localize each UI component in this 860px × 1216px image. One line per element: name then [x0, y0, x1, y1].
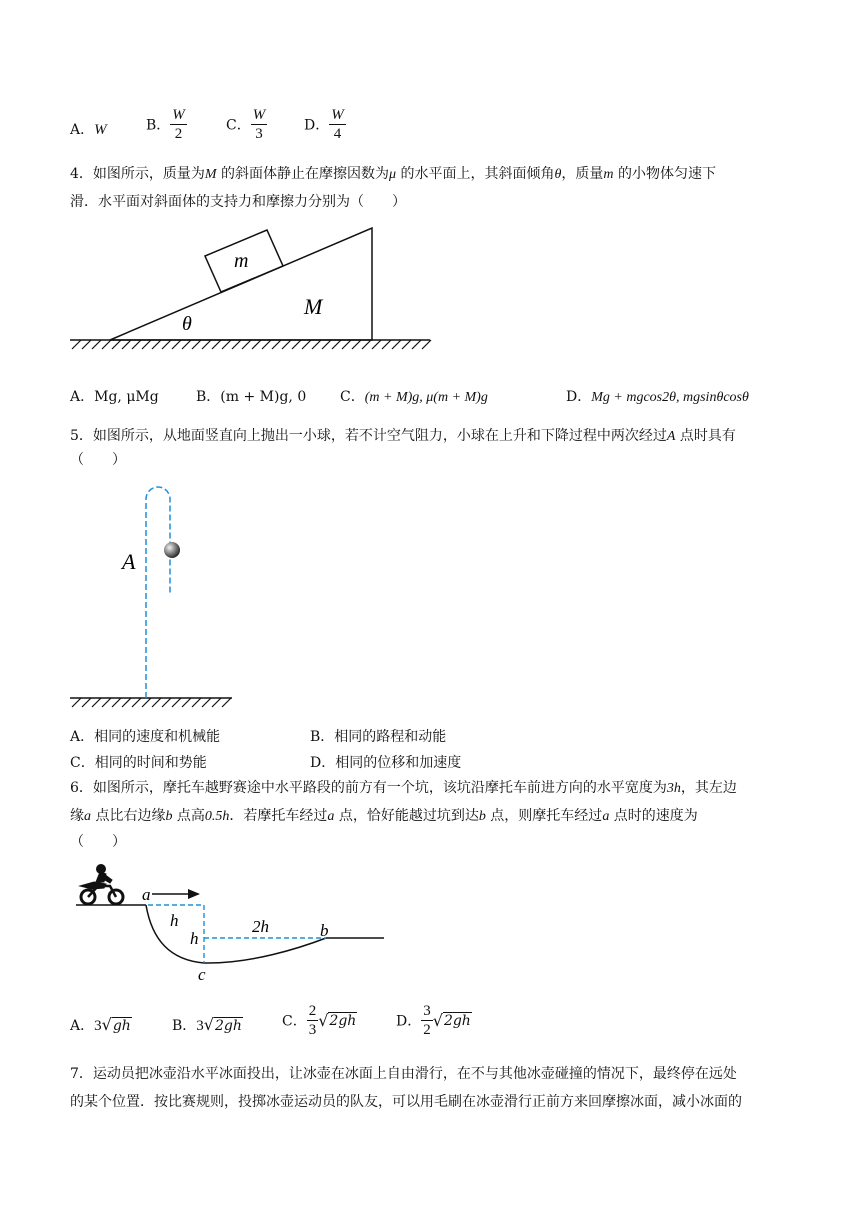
option-label: C． [226, 117, 251, 134]
q4-option-d [566, 386, 749, 406]
q3-option-d [304, 106, 346, 143]
ball [164, 542, 180, 558]
text: 的斜面体静止在摩擦因数为 [216, 166, 390, 182]
text: 缘 [70, 808, 84, 824]
text: 点高 [172, 808, 205, 824]
hatch-mark [82, 698, 91, 707]
hatch-mark [222, 698, 231, 707]
option-label: A． [70, 122, 95, 138]
option-value: 相同的路程和动能 [334, 729, 447, 745]
option-label: D． [304, 117, 330, 134]
point-c-label: c [198, 965, 206, 984]
q3-option-c [226, 106, 267, 143]
height-label-1: h [170, 911, 179, 930]
q5-stem-line1 [70, 426, 736, 447]
hatch-mark [302, 340, 311, 349]
hatch-mark [322, 340, 331, 349]
radicand: 2gh [329, 1012, 357, 1029]
ground-hatching [70, 340, 431, 349]
hatch-mark [272, 340, 281, 349]
angle-label: θ [182, 313, 192, 335]
denominator: 2 [174, 126, 183, 142]
text: ，其左边 [680, 780, 737, 796]
var: μ [389, 167, 397, 182]
hatch-mark [132, 698, 141, 707]
point-a-label: a [142, 885, 151, 904]
hatch-mark [162, 340, 171, 349]
text: ，质量 [561, 166, 604, 182]
hatch-mark [122, 340, 131, 349]
hatch-mark [352, 340, 361, 349]
motorcycle-icon [80, 865, 123, 905]
numerator: W [172, 107, 185, 123]
hatch-mark [182, 340, 191, 349]
q4-option-b [196, 386, 306, 406]
wedge-label: M [304, 294, 323, 319]
var: b [478, 809, 486, 824]
option-value: Mg + mgcos2θ, mgsinθcosθ [591, 390, 749, 405]
fraction [329, 106, 346, 143]
fraction [251, 106, 268, 143]
arrow-head-icon [188, 889, 200, 899]
q6-stem-line1 [70, 778, 737, 799]
hatch-mark [342, 340, 351, 349]
hatch-mark [282, 340, 291, 349]
option-label: C． [282, 1013, 307, 1030]
option-value: W [94, 122, 107, 138]
hatch-mark [132, 340, 141, 349]
q7-stem-line1: 7．运动员把冰壶沿水平冰面投出，让冰壶在冰面上自由滑行，在不与其他冰壶碰撞的情况下，最终停在远处 [70, 1066, 737, 1082]
hatch-mark [382, 340, 391, 349]
hatch-mark [72, 340, 81, 349]
numerator: W [252, 107, 266, 123]
q3-option-a [70, 119, 107, 139]
option-label: B． [196, 389, 221, 405]
q5-option-b [310, 726, 446, 746]
var: 0.5h [204, 809, 230, 824]
hatch-mark [262, 340, 271, 349]
q5-option-a [70, 726, 220, 746]
denominator: 3 [308, 1022, 317, 1038]
q4-figure-incline [60, 220, 440, 365]
denominator: 2 [423, 1022, 431, 1038]
numerator: W [331, 107, 344, 123]
hatch-mark [212, 698, 221, 707]
radicand: 2gh [215, 1018, 242, 1034]
q6-figure-pit [70, 860, 390, 985]
denominator: 3 [255, 126, 263, 142]
hatch-mark [142, 698, 151, 707]
q6-stem-line3: （ ） [70, 834, 126, 850]
hatch-mark [292, 340, 301, 349]
hatch-mark [252, 340, 261, 349]
q5-option-c [70, 752, 207, 772]
option-label: A． [70, 1018, 95, 1034]
radicand: 2gh [443, 1012, 471, 1029]
hatch-mark [212, 340, 221, 349]
hatch-mark [112, 698, 121, 707]
text: ．若摩托车经过 [229, 808, 328, 824]
var: a [602, 809, 610, 824]
hatch-mark [362, 340, 371, 349]
q5-figure-vertical-throw [60, 475, 260, 720]
option-label: B． [146, 117, 171, 134]
width-label: 2h [252, 917, 269, 936]
var: A [666, 429, 676, 444]
hatch-mark [92, 340, 101, 349]
option-label: C． [70, 755, 95, 771]
fraction [170, 106, 187, 143]
option-label: A． [70, 729, 95, 745]
q4-stem-line1 [70, 164, 716, 185]
hatch-mark [172, 340, 181, 349]
hatch-mark [222, 340, 231, 349]
var: m [603, 167, 614, 182]
hatch-mark [192, 698, 201, 707]
hatch-mark [402, 340, 411, 349]
hatch-mark [72, 698, 81, 707]
hatch-mark [162, 698, 171, 707]
hatch-mark [202, 340, 211, 349]
hatch-mark [82, 340, 91, 349]
fraction [421, 1002, 433, 1039]
var: a [84, 809, 91, 824]
numerator: 3 [423, 1003, 431, 1019]
hatch-mark [242, 340, 251, 349]
text: 点时的速度为 [609, 808, 698, 824]
hatch-mark [102, 698, 111, 707]
point-label: A [122, 549, 136, 574]
text: 的水平面上，其斜面倾角 [396, 166, 555, 182]
text: 点，恰好能越过坑到达 [334, 808, 479, 824]
option-label: A． [70, 389, 95, 405]
option-value: (m + M)g, μ(m + M)g [364, 390, 488, 405]
option-label: D． [566, 389, 592, 405]
numerator: 2 [308, 1003, 317, 1019]
fraction [307, 1002, 319, 1039]
radicand: gh [112, 1018, 131, 1034]
var: b [165, 809, 173, 824]
option-label: B． [310, 729, 335, 745]
hatch-mark [152, 698, 161, 707]
hatch-mark [142, 340, 151, 349]
text: 6．如图所示，摩托车越野赛途中水平路段的前方有一个坑，该坑沿摩托车前进方向的水平宽度为 [70, 780, 667, 796]
hatch-mark [422, 340, 431, 349]
var: θ [554, 167, 562, 182]
hatch-mark [112, 340, 121, 349]
hatch-mark [372, 340, 381, 349]
text: 的小物体匀速下 [613, 166, 716, 182]
text: 点，则摩托车经过 [485, 808, 603, 824]
q6-option-c: C． $\frac{2}{3}$ √2gh [282, 1003, 357, 1038]
option-label: C． [340, 389, 365, 405]
hatch-mark [332, 340, 341, 349]
q5-stem-line2: （ ） [70, 452, 126, 468]
q6-option-b: B．3√2gh [172, 1015, 242, 1034]
option-label: D． [396, 1013, 422, 1030]
option-value: 相同的位移和加速度 [335, 755, 462, 771]
point-b-label: b [320, 921, 329, 940]
q7-stem-line2: 的某个位置．按比赛规则，投掷冰壶运动员的队友，可以用毛刷在冰壶滑行正前方来回摩擦冰面，减小冰面的 [70, 1094, 742, 1110]
q4-option-a [70, 386, 159, 406]
q4-stem-line2: 滑．水平面对斜面体的支持力和摩擦力分别为（ ） [70, 194, 406, 210]
option-label: B． [172, 1018, 197, 1034]
q4-option-c [340, 386, 488, 406]
var: 3h [666, 781, 681, 796]
option-label: D． [310, 755, 336, 771]
text: 点时具有 [675, 428, 736, 444]
option-value: (m + M)g, 0 [220, 389, 307, 405]
hatch-mark [312, 340, 321, 349]
hatch-mark [102, 340, 111, 349]
height-label-2: h [190, 929, 199, 948]
hatch-mark [92, 698, 101, 707]
coefficient: 3 [94, 1018, 102, 1034]
hatch-mark [232, 340, 241, 349]
text: 4．如图所示，质量为 [70, 166, 205, 182]
trajectory-path [146, 487, 170, 698]
hatch-mark [412, 340, 421, 349]
hatch-mark [152, 340, 161, 349]
q5-option-d [310, 752, 461, 772]
hatch-mark [182, 698, 191, 707]
block-label: m [234, 250, 249, 272]
q3-option-b [146, 106, 187, 143]
q6-option-d: D． $\frac{3}{2}$ √2gh [396, 1003, 471, 1038]
hatch-mark [202, 698, 211, 707]
hatch-mark [392, 340, 401, 349]
coefficient: 3 [196, 1018, 204, 1034]
q6-stem-line2 [70, 806, 698, 827]
text: 点比右边缘 [91, 808, 166, 824]
option-value: 相同的时间和势能 [94, 755, 207, 771]
var: M [204, 167, 217, 182]
option-value: 相同的速度和机械能 [94, 729, 221, 745]
hatch-mark [122, 698, 131, 707]
hatch-mark [192, 340, 201, 349]
ground-hatching [70, 698, 232, 707]
denominator: 4 [333, 126, 342, 142]
var: a [327, 809, 335, 824]
q6-option-a: A．3√gh [70, 1015, 131, 1034]
text: 5．如图所示，从地面竖直向上抛出一小球，若不计空气阻力，小球在上升和下降过程中两次经过 [70, 428, 667, 444]
option-value: Mg, μMg [94, 389, 159, 405]
hatch-mark [172, 698, 181, 707]
